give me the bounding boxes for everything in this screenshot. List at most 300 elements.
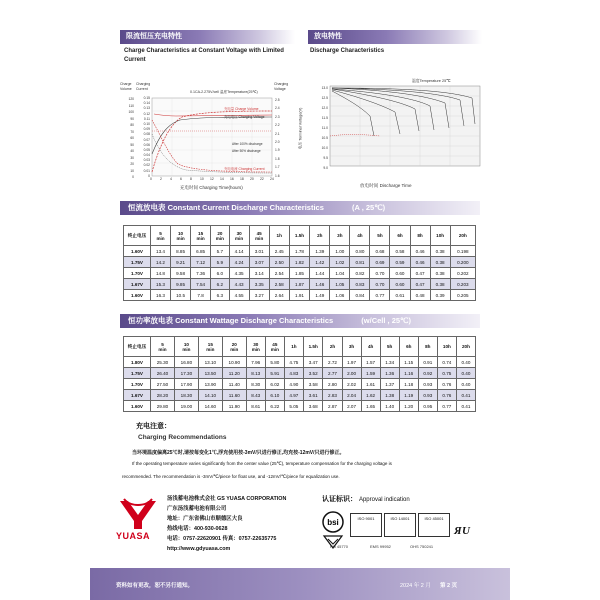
value-cell: 0.95 <box>418 401 437 412</box>
charge-mid-tick: 0.03 <box>143 158 150 163</box>
charge-mid-tick: 0.11 <box>143 116 150 121</box>
cc-table-row <box>124 279 476 290</box>
value-cell: 2.02 <box>342 379 361 390</box>
value-cell: 0.202 <box>450 268 475 279</box>
value-cell: 2.50 <box>269 257 289 268</box>
value-cell: 9.85 <box>171 279 191 290</box>
charge-right-tick: 2.4 <box>275 106 280 111</box>
company-name: 汤浅蓄电池株式会社 GS YUASA CORPORATION <box>167 496 287 502</box>
value-cell: 1.02 <box>330 257 350 268</box>
value-cell: 0.70 <box>370 279 390 290</box>
value-cell: 3.61 <box>303 390 323 401</box>
curve-label-50: After 50% discharge <box>232 149 261 153</box>
cw-table-row <box>124 379 476 390</box>
value-cell: 8.43 <box>246 390 265 401</box>
value-cell: 1.97 <box>342 357 361 368</box>
value-cell: 18.30 <box>174 390 198 401</box>
value-cell: 2.04 <box>342 390 361 401</box>
value-cell: 13.10 <box>198 357 222 368</box>
value-cell: 10.90 <box>222 357 246 368</box>
notes-en-1: If the operating temperature varies significantly from the center value (25℃), temperature compensation for the charging voltage is <box>132 461 392 466</box>
cc-table-wrap <box>123 225 476 301</box>
charge-right-ticks <box>275 96 289 180</box>
value-cell: 17.30 <box>174 368 198 379</box>
value-cell: 0.92 <box>418 368 437 379</box>
value-cell: 11.60 <box>222 390 246 401</box>
header-cell: 10 min <box>174 337 198 357</box>
header-cell: 8h <box>410 226 430 246</box>
value-cell: 0.40 <box>456 379 475 390</box>
charge-left-tick: 20 <box>130 162 134 166</box>
value-cell: 1.39 <box>310 246 330 257</box>
value-cell: 1.62 <box>361 390 380 401</box>
value-cell: 0.68 <box>370 246 390 257</box>
charge-mid-tick: 0.02 <box>143 163 150 168</box>
value-cell: 13.90 <box>198 379 222 390</box>
iso-badge: ISO 14001 <box>384 513 416 537</box>
value-cell: 0.46 <box>410 246 430 257</box>
table-header-row <box>124 226 476 246</box>
value-cell: 0.60 <box>390 268 410 279</box>
cc-table-row <box>124 257 476 268</box>
cw-table <box>123 336 476 412</box>
value-cell: 0.200 <box>450 257 475 268</box>
header-cell: 5h <box>370 226 390 246</box>
header-cell: 1h <box>284 337 303 357</box>
voltage-cell: 1.60V <box>124 246 151 257</box>
header-cell: 20h <box>450 226 475 246</box>
value-cell: 15.3 <box>151 279 171 290</box>
charge-left-tick: 80 <box>130 123 134 127</box>
approval-code: OHS 750241 <box>410 544 434 549</box>
charge-right-tick: 2.1 <box>275 131 280 136</box>
cc-table-row <box>124 290 476 301</box>
charge-left-ticks <box>122 96 134 181</box>
value-cell: 4.43 <box>229 279 249 290</box>
value-cell: 2.87 <box>323 401 342 412</box>
voltage-cell: 1.60V <box>124 401 151 412</box>
value-cell: 5.80 <box>265 357 284 368</box>
value-cell: 29.80 <box>151 401 175 412</box>
charge-ylabel-left: Charge Volume <box>120 82 132 91</box>
voltage-cell: 1.80V <box>124 357 151 368</box>
charge-left-tick: 30 <box>130 155 134 160</box>
ul-mark <box>452 520 472 540</box>
value-cell: 1.06 <box>330 290 350 301</box>
cc-table-row <box>124 268 476 279</box>
discharge-y-tick: 11.5 <box>321 116 328 120</box>
company-line-2: 广东汤浅蓄电池有限公司 <box>167 506 227 512</box>
header-cell: 5 min <box>151 337 175 357</box>
value-cell: 0.58 <box>390 246 410 257</box>
charge-mid-tick: 0.08 <box>143 132 150 137</box>
value-cell: 0.38 <box>430 246 450 257</box>
charge-x-tick: 2 <box>160 177 162 181</box>
value-cell: 8.85 <box>171 246 191 257</box>
value-cell: 3.52 <box>303 368 323 379</box>
value-cell: 0.61 <box>390 290 410 301</box>
charge-x-tick: 10 <box>200 177 204 181</box>
value-cell: 11.90 <box>222 401 246 412</box>
value-cell: 4.97 <box>284 390 303 401</box>
value-cell: 0.46 <box>410 257 430 268</box>
value-cell: 2.00 <box>342 368 361 379</box>
yuasa-logo <box>116 497 160 541</box>
value-cell: 3.14 <box>249 268 269 279</box>
discharge-y-tick: 10.5 <box>321 136 328 140</box>
charge-right-tick: 2.3 <box>275 114 280 119</box>
discharge-y-tick: 10.0 <box>321 146 328 150</box>
value-cell: 9.21 <box>171 257 191 268</box>
value-cell: 1.57 <box>361 357 380 368</box>
value-cell: 26.40 <box>151 368 175 379</box>
approval-title <box>322 494 410 504</box>
value-cell: 7.54 <box>191 279 211 290</box>
value-cell: 5.7 <box>211 246 229 257</box>
value-cell: 0.74 <box>437 357 456 368</box>
charge-right-tick: 1.6 <box>275 173 280 178</box>
value-cell: 2.83 <box>323 390 342 401</box>
charge-ylabel-mid: Charging Current <box>136 82 151 91</box>
value-cell: 0.83 <box>350 279 370 290</box>
value-cell: 1.19 <box>399 390 418 401</box>
discharge-section-band <box>308 30 482 44</box>
cc-table <box>123 225 476 301</box>
charge-left-tick: 60 <box>130 136 134 140</box>
value-cell: 1.38 <box>380 390 399 401</box>
value-cell: 28.20 <box>151 390 175 401</box>
header-cell: 10 min <box>171 226 191 246</box>
company-block <box>167 494 286 554</box>
voltage-cell: 1.75V <box>124 368 151 379</box>
value-cell: 2.64 <box>269 290 289 301</box>
charge-mid-ticks <box>136 96 150 179</box>
value-cell: 1.15 <box>399 357 418 368</box>
value-cell: 8.13 <box>246 368 265 379</box>
value-cell: 1.85 <box>289 268 310 279</box>
approval-title-cn: 认证标识： <box>322 496 357 503</box>
cc-table-band <box>120 201 480 215</box>
value-cell: 7.96 <box>246 357 265 368</box>
charge-title-cn: 限流恒压充电特性 <box>126 33 182 40</box>
header-cell: 5h <box>380 337 399 357</box>
header-cell: 2h <box>310 226 330 246</box>
value-cell: 1.36 <box>380 368 399 379</box>
discharge-title-cn: 放电特性 <box>314 33 342 40</box>
value-cell: 10.5 <box>171 290 191 301</box>
charge-right-tick: 2.5 <box>275 98 280 102</box>
value-cell: 0.41 <box>456 390 475 401</box>
charge-mid-tick: 0.15 <box>143 96 150 100</box>
charge-condition: 0.1CA-2.275V/cell 温度Temperature(25℃) <box>190 90 258 94</box>
value-cell: 0.70 <box>370 268 390 279</box>
value-cell: 14.60 <box>198 401 222 412</box>
charge-right-tick: 2.2 <box>275 123 280 128</box>
value-cell: 0.81 <box>350 257 370 268</box>
value-cell: 1.44 <box>310 268 330 279</box>
value-cell: 1.16 <box>399 368 418 379</box>
value-cell: 0.69 <box>370 257 390 268</box>
value-cell: 5.91 <box>265 368 284 379</box>
header-cell: 45 min <box>249 226 269 246</box>
charge-mid-tick: 0.09 <box>143 127 150 132</box>
cw-table-unit: (w/Cell , 25℃) <box>361 316 411 325</box>
charge-right-tick: 1.8 <box>275 156 280 161</box>
value-cell: 6.2 <box>211 279 229 290</box>
value-cell: 5.9 <box>211 257 229 268</box>
voltage-cell: 1.60V <box>124 290 151 301</box>
value-cell: 4.55 <box>229 290 249 301</box>
charge-mid-tick: 0.06 <box>143 142 150 147</box>
value-cell: 1.34 <box>380 357 399 368</box>
voltage-cell: 1.75V <box>124 257 151 268</box>
value-cell: 0.48 <box>410 290 430 301</box>
value-cell: 4.75 <box>284 357 303 368</box>
value-cell: 1.59 <box>361 368 380 379</box>
value-cell: 4.90 <box>284 379 303 390</box>
value-cell: 4.35 <box>229 268 249 279</box>
value-cell: 1.40 <box>380 401 399 412</box>
charge-left-tick: 10 <box>130 168 134 173</box>
value-cell: 11.40 <box>222 379 246 390</box>
ul-recognized-icon <box>452 520 472 540</box>
value-cell: 9.58 <box>171 268 191 279</box>
header-cell: 6h <box>390 226 410 246</box>
cw-table-wrap <box>123 336 476 412</box>
discharge-xlabel: 放电时间 Discharge Time <box>360 183 412 188</box>
charge-x-tick: 0 <box>150 177 152 181</box>
value-cell: 14.8 <box>151 268 171 279</box>
charge-left-tick: 120 <box>128 97 134 101</box>
discharge-chart <box>300 76 485 196</box>
value-cell: 0.40 <box>456 357 475 368</box>
yuasa-logo-icon <box>116 497 160 533</box>
value-cell: 3.47 <box>303 357 323 368</box>
iso-badges <box>350 513 460 539</box>
header-cell: 3h <box>330 226 350 246</box>
cw-table-row <box>124 401 476 412</box>
value-cell: 0.39 <box>430 290 450 301</box>
cw-table-row <box>124 368 476 379</box>
discharge-y-tick: 11.0 <box>321 126 328 130</box>
svg-text:bsi: bsi <box>327 518 339 527</box>
charge-section-band <box>120 30 295 44</box>
charge-xlabel: 充电时间 Charging Time(hours) <box>180 185 243 190</box>
cw-table-row <box>124 357 476 368</box>
header-cell: 20 min <box>222 337 246 357</box>
svg-text:Я: Я <box>454 525 462 537</box>
company-phone-fax: 电话：0757-22620901 传真：0757-22635775 <box>167 536 277 542</box>
table-header-row <box>124 337 476 357</box>
charge-left-tick: 110 <box>128 103 134 108</box>
value-cell: 0.77 <box>370 290 390 301</box>
charge-left-tick: 100 <box>128 110 134 114</box>
discharge-y-tick: 9.5 <box>323 156 328 160</box>
value-cell: 0.41 <box>456 401 475 412</box>
charge-mid-tick: 0.05 <box>143 147 150 152</box>
value-cell: 11.20 <box>222 368 246 379</box>
value-cell: 6.85 <box>191 246 211 257</box>
curve-label-100: After 100% discharge <box>232 142 263 146</box>
header-cell: 10h <box>437 337 456 357</box>
charge-x-tick: 22 <box>260 177 264 181</box>
value-cell: 0.59 <box>390 257 410 268</box>
value-cell: 1.65 <box>361 401 380 412</box>
value-cell: 8.30 <box>246 379 265 390</box>
notes-en-2: recommended. The recommendation is -3mV/℃/piece for float use, and -12mV/℃/piece for equalization use. <box>122 474 340 479</box>
charge-left-tick: 40 <box>130 149 134 153</box>
discharge-y-tick: 12.5 <box>321 96 328 100</box>
value-cell: 6.02 <box>265 379 284 390</box>
charge-chart <box>120 84 298 194</box>
value-cell: 0.91 <box>418 357 437 368</box>
value-cell: 1.49 <box>310 290 330 301</box>
header-cell: 2h <box>323 337 342 357</box>
charge-mid-tick: 0.14 <box>143 101 150 106</box>
value-cell: 7.12 <box>191 257 211 268</box>
charge-mid-tick: 0 <box>148 173 150 178</box>
charge-x-tick: 4 <box>170 177 172 181</box>
header-cell: 1.5h <box>303 337 323 357</box>
cc-table-title: 恒流放电表 Constant Current Discharge Characteristics <box>128 203 324 212</box>
value-cell: 16.3 <box>151 290 171 301</box>
svg-text:U: U <box>462 525 470 537</box>
charge-x-tick: 12 <box>210 177 214 181</box>
charge-left-tick: 90 <box>130 116 134 121</box>
charge-x-ticks <box>150 177 276 183</box>
charge-mid-tick: 0.07 <box>143 137 150 142</box>
charge-x-tick: 18 <box>240 177 244 181</box>
value-cell: 25.30 <box>151 357 175 368</box>
value-cell: 0.75 <box>437 368 456 379</box>
iso-badge: ISO 45001 <box>418 513 450 537</box>
cw-table-title: 恒功率放电表 Constant Wattage Discharge Characteristics <box>128 316 334 325</box>
header-cell: 15 min <box>191 226 211 246</box>
value-cell: 1.37 <box>380 379 399 390</box>
value-cell: 6.3 <box>211 290 229 301</box>
charge-mid-tick: 0.10 <box>143 121 150 126</box>
charge-left-tick: 50 <box>130 142 134 147</box>
value-cell: 1.05 <box>330 279 350 290</box>
header-cell: 30 min <box>246 337 265 357</box>
value-cell: 2.58 <box>269 279 289 290</box>
value-cell: 0.205 <box>450 290 475 301</box>
value-cell: 1.46 <box>310 279 330 290</box>
value-cell: 0.47 <box>410 279 430 290</box>
notes-title-cn: 充电注意： <box>136 423 171 430</box>
curve-label-volume: 充电量 Charge Volume <box>224 107 259 111</box>
value-cell: 17.90 <box>174 379 198 390</box>
value-cell: 1.78 <box>289 246 310 257</box>
charge-x-tick: 14 <box>220 177 224 181</box>
value-cell: 3.07 <box>249 257 269 268</box>
cc-table-row <box>124 246 476 257</box>
approval-title-en: Approval indication <box>358 497 410 503</box>
header-cell: 20 min <box>211 226 229 246</box>
header-cell: 15 min <box>198 337 222 357</box>
value-cell: 2.54 <box>269 268 289 279</box>
value-cell: 0.47 <box>410 268 430 279</box>
approval-code: FM 45770 <box>330 544 349 549</box>
value-cell: 0.77 <box>437 401 456 412</box>
charge-right-tick: 2.0 <box>275 139 280 144</box>
approval-codes <box>330 544 460 552</box>
company-website[interactable]: http://www.gdyuasa.com <box>167 546 231 552</box>
voltage-cell: 1.70V <box>124 379 151 390</box>
value-cell: 1.82 <box>289 257 310 268</box>
charge-title-en: Charge Characteristics at Constant Voltage with Limited Current <box>124 48 284 63</box>
discharge-y-tick: 12.0 <box>321 106 328 110</box>
value-cell: 8.61 <box>246 401 265 412</box>
value-cell: 1.61 <box>361 379 380 390</box>
header-cell: 1.5h <box>289 226 310 246</box>
value-cell: 3.01 <box>249 246 269 257</box>
company-address: 地址：广东省佛山市顺德区大良 <box>167 516 243 522</box>
value-cell: 4.24 <box>229 257 249 268</box>
approval-code: EMS 99952 <box>370 544 391 549</box>
value-cell: 7.36 <box>191 268 211 279</box>
charge-mid-tick: 0.04 <box>143 153 150 158</box>
discharge-temp: 温度Temperature 25℃ <box>412 79 451 83</box>
footer-date: 2024 年 2 月 <box>400 583 431 589</box>
cw-table-row <box>124 390 476 401</box>
header-cell: 20h <box>456 337 475 357</box>
value-cell: 6.10 <box>265 390 284 401</box>
value-cell: 27.50 <box>151 379 175 390</box>
header-cell: 5 min <box>151 226 171 246</box>
charge-ylabel-right: Charging Voltage <box>274 82 289 91</box>
value-cell: 1.20 <box>399 401 418 412</box>
value-cell: 0.76 <box>437 390 456 401</box>
header-cell: 终止电压 <box>124 226 151 246</box>
discharge-y-tick: 13.0 <box>321 86 328 90</box>
value-cell: 16.80 <box>174 357 198 368</box>
value-cell: 4.83 <box>284 368 303 379</box>
header-cell: 终止电压 <box>124 337 151 357</box>
value-cell: 2.07 <box>342 401 361 412</box>
value-cell: 1.18 <box>399 379 418 390</box>
header-cell: 4h <box>350 226 370 246</box>
header-cell: 6h <box>399 337 418 357</box>
cw-table-band <box>120 314 480 328</box>
charge-left-tick: 70 <box>130 129 134 134</box>
value-cell: 1.04 <box>330 268 350 279</box>
value-cell: 0.82 <box>350 268 370 279</box>
value-cell: 2.77 <box>323 368 342 379</box>
voltage-cell: 1.67V <box>124 279 151 290</box>
charge-mid-tick: 0.01 <box>143 168 150 173</box>
value-cell: 0.93 <box>418 379 437 390</box>
voltage-cell: 1.70V <box>124 268 151 279</box>
curve-label-voltage: 充电电压 Charging Voltage <box>224 115 265 119</box>
discharge-y-tick: 9.0 <box>323 166 328 170</box>
value-cell: 6.0 <box>211 268 229 279</box>
header-cell: 3h <box>342 337 361 357</box>
header-cell: 30 min <box>229 226 249 246</box>
charge-x-tick: 8 <box>190 177 192 181</box>
value-cell: 14.2 <box>151 257 171 268</box>
charge-right-tick: 1.7 <box>275 165 280 170</box>
charge-mid-tick: 0.13 <box>143 106 150 111</box>
footer-page: 第 2 页 <box>440 583 458 589</box>
value-cell: 0.93 <box>418 390 437 401</box>
value-cell: 0.40 <box>456 368 475 379</box>
value-cell: 4.14 <box>229 246 249 257</box>
charge-x-tick: 16 <box>230 177 234 181</box>
voltage-cell: 1.67V <box>124 390 151 401</box>
charge-left-tick: 0 <box>132 175 134 179</box>
notes-title-en: Charging Recommendations <box>138 434 227 441</box>
